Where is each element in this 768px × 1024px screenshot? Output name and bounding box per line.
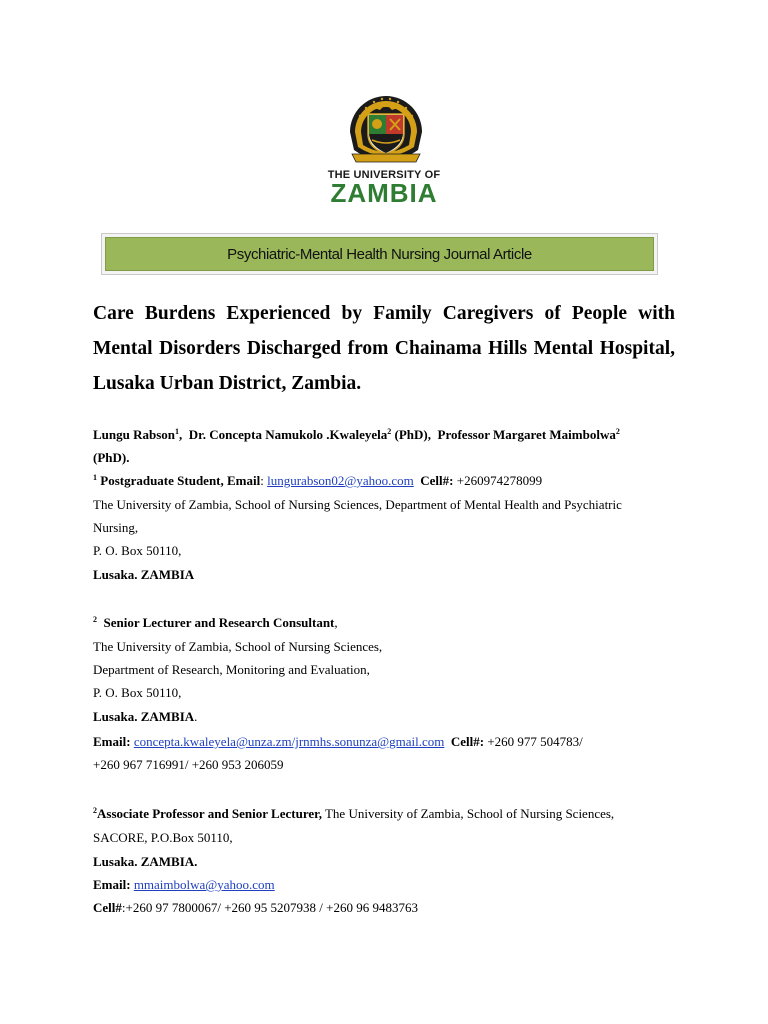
aff1-line3: Nursing, bbox=[93, 520, 139, 535]
aff2-role-line: $^2$ Senior Lecturer and Research Consultant, bbox=[93, 615, 338, 630]
aff3-sup: 2 bbox=[93, 806, 97, 815]
aff2-line4: P. O. Box 50110, bbox=[93, 685, 182, 700]
aff2-cell2: +260 967 716991/ +260 953 206059 bbox=[93, 757, 284, 772]
author-3: Professor Margaret Maimbolwa bbox=[437, 427, 616, 442]
aff3-email-link[interactable]: mmaimbolwa@yahoo.com bbox=[133, 877, 275, 892]
logo-text-line1: THE UNIVERSITY OF bbox=[327, 169, 441, 181]
aff1-cell-label: Cell#: bbox=[420, 473, 454, 488]
aff3-role-line bbox=[93, 806, 614, 822]
aff2-sup: 2 bbox=[93, 615, 97, 624]
author-2-sup: 2 bbox=[387, 427, 392, 436]
aff1-sup: 1 bbox=[93, 473, 97, 482]
aff3-role: Associate Professor and Senior Lecturer, bbox=[97, 806, 322, 821]
aff3-line2: SACORE, P.O.Box 50110, bbox=[93, 830, 233, 845]
logo-text-line2: ZAMBIA bbox=[330, 178, 438, 208]
banner-label: Psychiatric-Mental Health Nursing Journal Article bbox=[105, 237, 654, 271]
aff2-line5: Lusaka. ZAMBIA bbox=[93, 709, 195, 724]
aff2-role: Senior Lecturer and Research Consultant bbox=[103, 615, 335, 630]
aff1-line4: P. O. Box 50110, bbox=[93, 543, 182, 558]
aff3-email-label: Email: bbox=[93, 877, 131, 892]
aff2-line3: Department of Research, Monitoring and Evaluation, bbox=[93, 662, 370, 677]
aff2-email-link[interactable]: concepta.kwaleyela@unza.zm/jrnmhs.sonunza@gmail.com bbox=[133, 734, 445, 749]
author-1-sup: 1 bbox=[175, 427, 180, 436]
aff3-cell-line bbox=[93, 900, 418, 916]
aff1-line5: Lusaka. ZAMBIA bbox=[93, 567, 195, 582]
author-3-sup: 2 bbox=[615, 427, 620, 436]
author-1: Lungu Rabson bbox=[93, 427, 176, 442]
aff2-line5-row: Lusaka. ZAMBIA. bbox=[93, 709, 198, 724]
article-type-banner bbox=[101, 233, 658, 275]
aff1-role: Postgraduate Student, Email bbox=[100, 473, 261, 488]
author-line: Lungu Rabson$^1$, Dr. Concepta Namukolo .Kwaleyela$^2$ (PhD), Professor Margaret Maimbolwa$^2$ bbox=[93, 427, 620, 442]
aff1-role-line: $^1$ Postgraduate Student, Email: lungurabson02@yahoo.com Cell#: +260974278099 bbox=[93, 473, 543, 488]
aff2-email-label: Email: bbox=[93, 734, 131, 749]
paper-title: Care Burdens Experienced by Family Caregivers of People with Mental Disorders Discharged from Chainama Hills Mental Hospital, Lusaka Urban District, Zambia. bbox=[93, 303, 675, 394]
aff1-line2: The University of Zambia, School of Nursing Sciences, Department of Mental Health and Psychiatric bbox=[93, 497, 622, 512]
author-2: Dr. Concepta Namukolo .Kwaleyela bbox=[188, 427, 388, 442]
author-3-degree: (PhD). bbox=[93, 450, 130, 465]
aff2-cell-label: Cell#: bbox=[450, 734, 485, 749]
aff2-cell: +260 977 504783/ bbox=[487, 734, 583, 749]
aff3-email-line bbox=[93, 877, 275, 893]
aff2-line2: The University of Zambia, School of Nursing Sciences, bbox=[93, 639, 383, 654]
aff3-line3: Lusaka. ZAMBIA. bbox=[93, 854, 198, 869]
aff3-role-rest: The University of Zambia, School of Nursing Sciences, bbox=[324, 806, 615, 821]
aff3-cell-label: Cell# bbox=[93, 900, 122, 915]
aff1-cell: +260974278099 bbox=[456, 473, 543, 488]
aff1-email-link[interactable]: lungurabson02@yahoo.com bbox=[267, 473, 414, 488]
author-2-degree: (PhD), bbox=[394, 427, 431, 442]
aff3-cell: :+260 97 7800067/ +260 95 5207938 / +260 96 9483763 bbox=[121, 900, 418, 915]
aff2-email-line bbox=[93, 734, 583, 750]
